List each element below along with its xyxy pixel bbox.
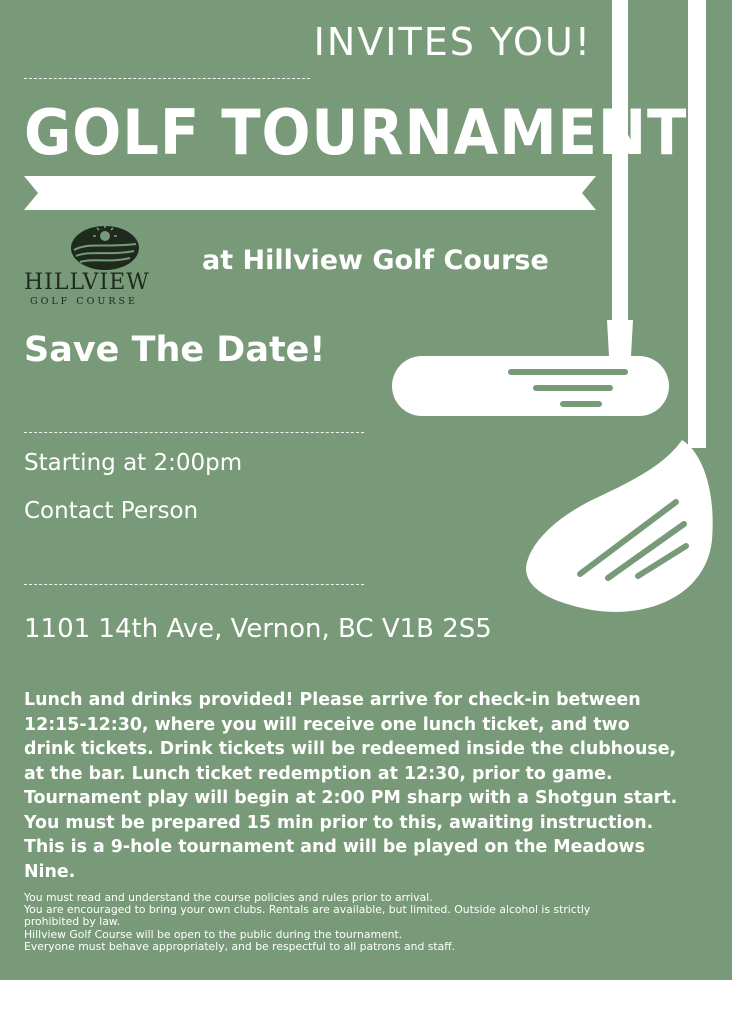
rule-item: Hillview Golf Course will be open to the public during the tournament. xyxy=(24,927,403,941)
logo-name: HILLVIEW xyxy=(24,270,150,295)
divider-middle xyxy=(24,432,364,433)
rule-item: Everyone must behave appropriately, and be respectful to all patrons and staff. xyxy=(24,939,456,953)
ribbon-banner xyxy=(24,176,596,210)
hillview-logo xyxy=(24,218,174,308)
start-time: Starting at 2:00pm xyxy=(24,450,243,476)
rules-list xyxy=(24,892,604,953)
logo-subtitle: GOLF COURSE xyxy=(30,296,138,307)
event-address: 1101 14th Ave, Vernon, BC V1B 2S5 xyxy=(24,614,492,644)
sun-over-hills-logo-icon xyxy=(70,218,140,272)
venue-line: at Hillview Golf Course xyxy=(202,245,549,276)
event-description: Lunch and drinks provided! Please arrive for check-in between 12:15-12:30, where you will receive one lunch ticket, and two drink tickets. Drink tickets will be redeemed inside the clubhouse, at the bar. Lunch ticket redemption at 12:30, prior to game. Tournament play will begin at 2:00 PM sharp with a Shotgun start. You must be prepared 15 min prior to this, awaiting instruction. This is a 9-hole tournament and will be played on the Meadows Nine. xyxy=(24,690,678,882)
save-the-date-heading: Save The Date! xyxy=(24,330,326,370)
invites-you-heading: INVITES YOU! xyxy=(313,20,592,64)
divider-top xyxy=(24,78,310,79)
divider-lower xyxy=(24,584,364,585)
rule-item: You must read and understand the course policies and rules prior to arrival. xyxy=(24,891,433,904)
rule-item: You are encouraged to bring your own clubs. Rentals are available, but limited. Outside alcohol is strictly prohibited by law. xyxy=(24,903,591,929)
page-title: GOLF TOURNAMENT xyxy=(24,96,688,169)
contact-person: Contact Person xyxy=(24,498,199,524)
